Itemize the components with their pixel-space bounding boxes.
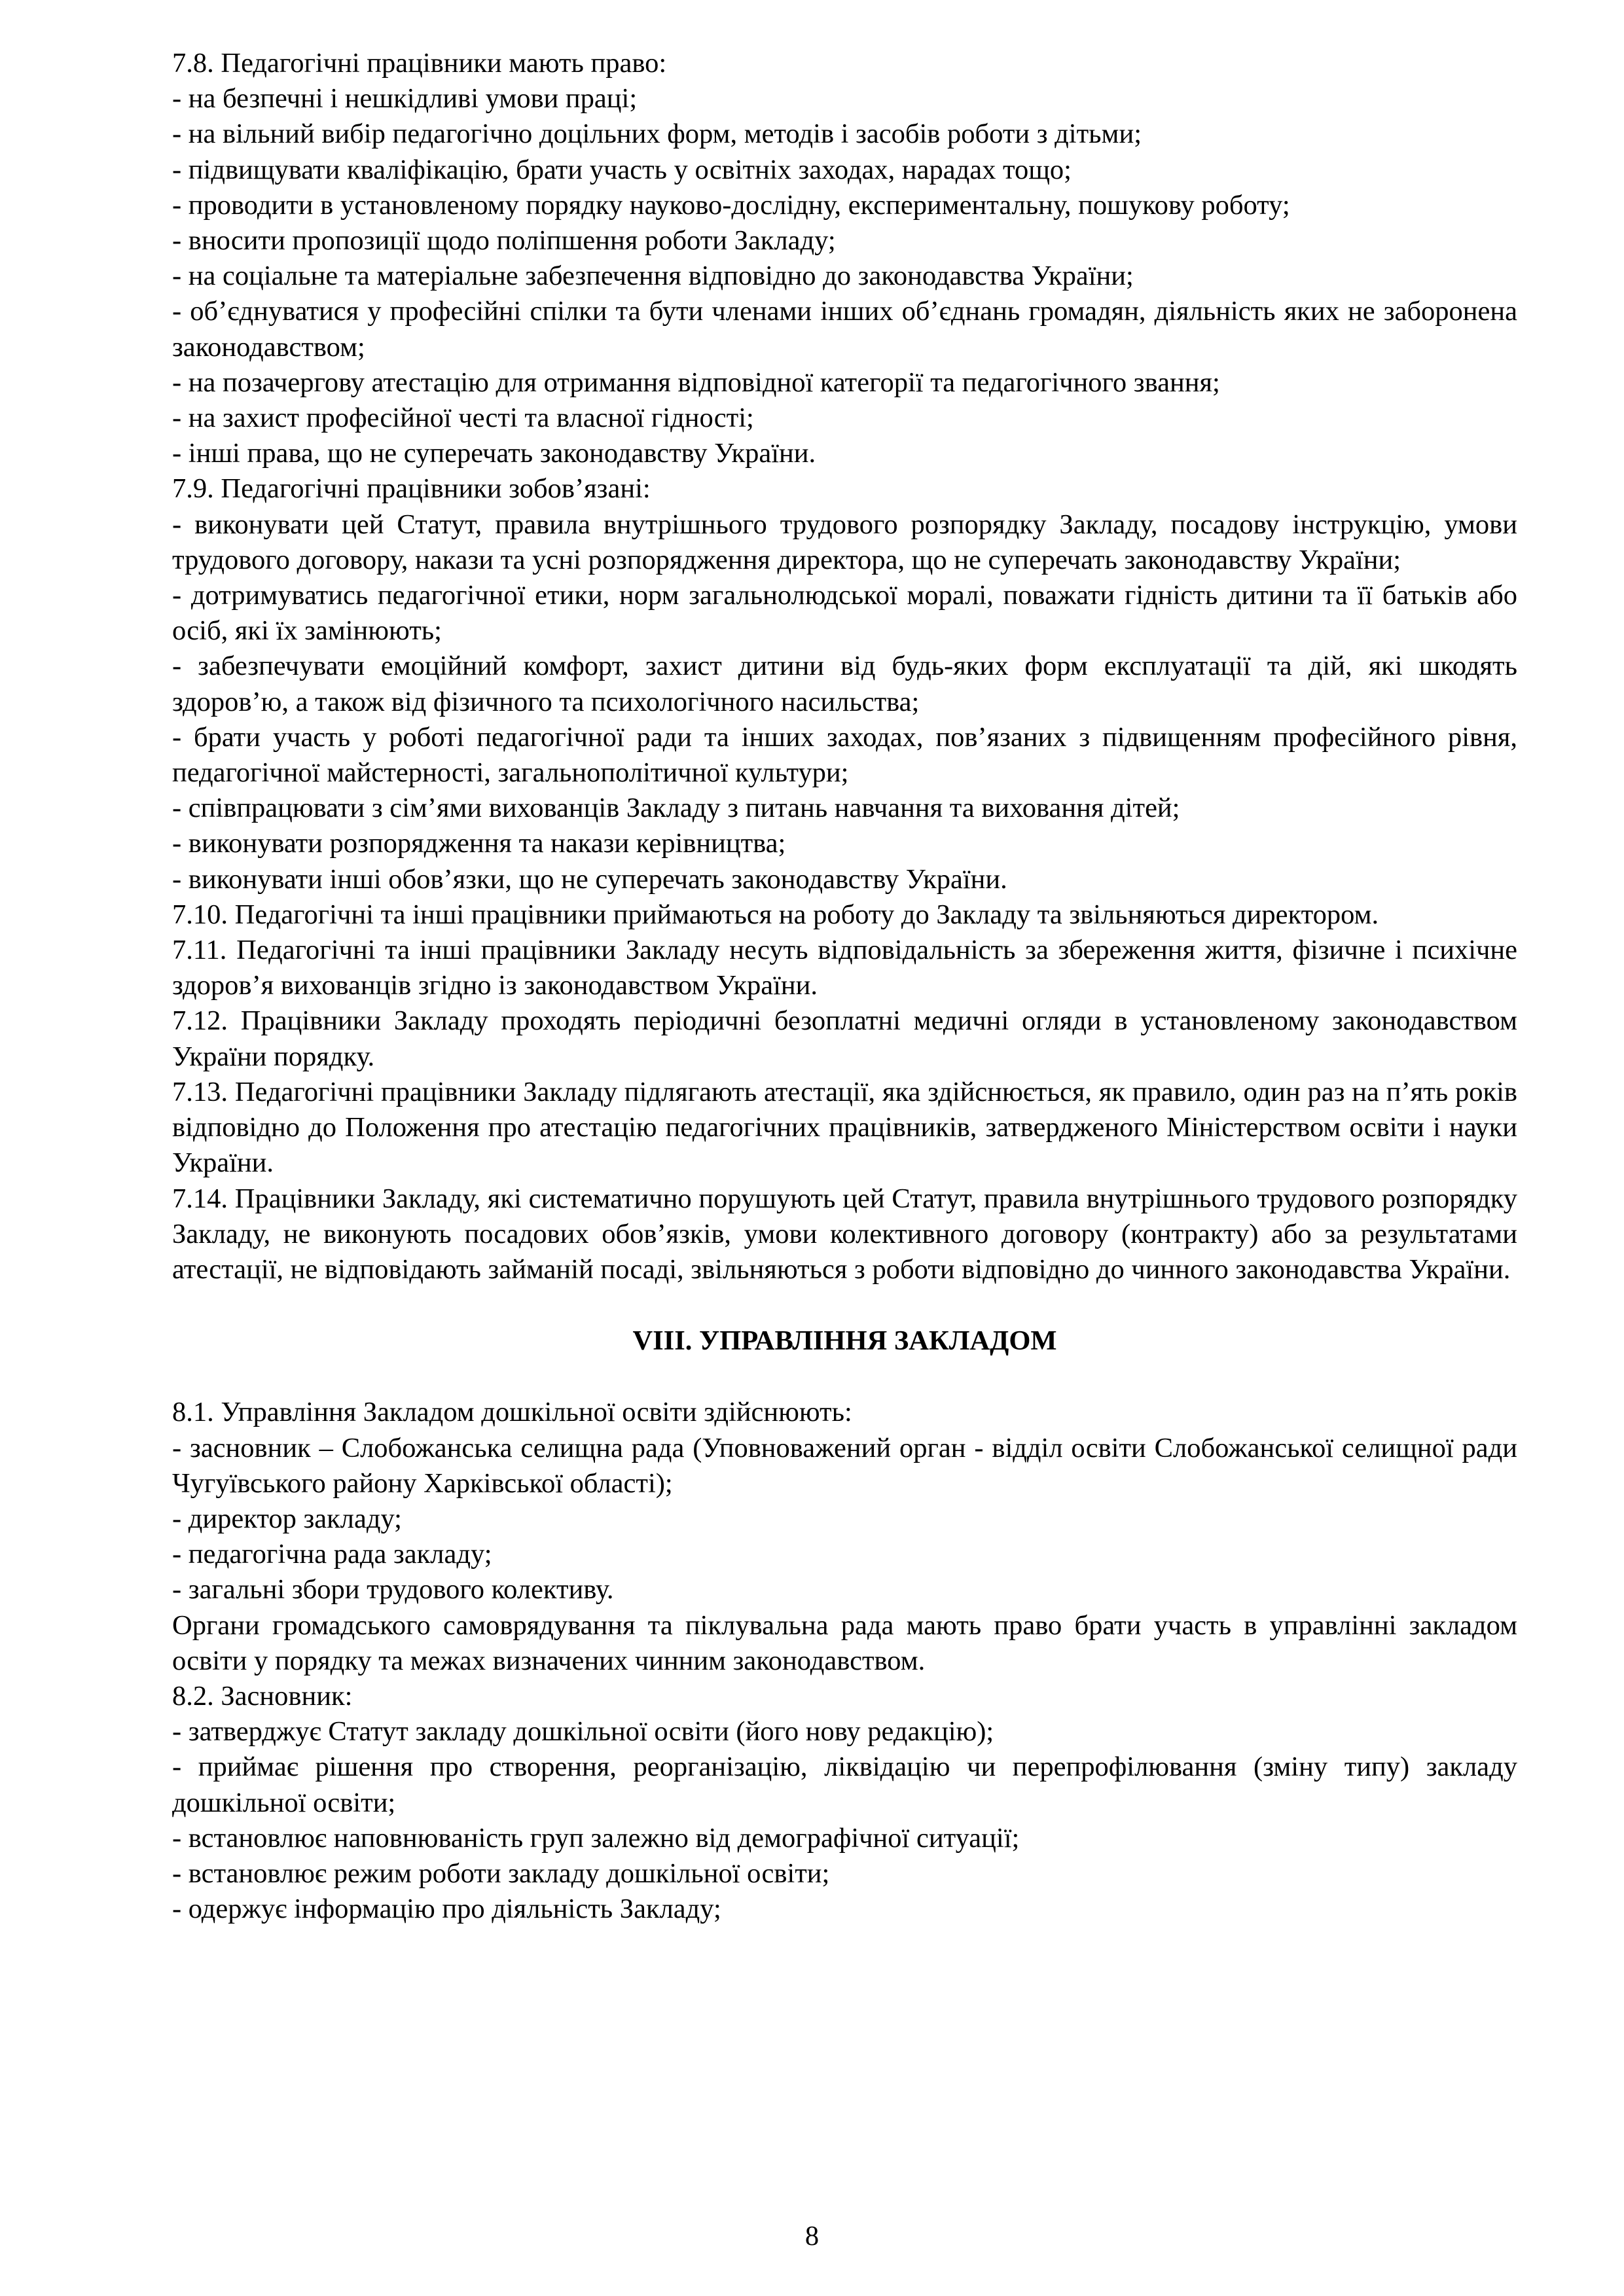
clause-7-9-item: - дотримуватись педагогічної етики, норм загальнолюдської моралі, поважати гідність дитини та її батьків або осіб, які їх замінюють;	[172, 580, 1517, 647]
clause-7-8-item: - на захист професійної честі та власної гідності;	[172, 403, 754, 434]
clause-8-1-title: 8.1. Управління Закладом дошкільної освіти здійснюють:	[172, 1397, 852, 1428]
clause-7-13: 7.13. Педагогічні працівники Закладу підлягають атестації, яка здійснюється, як правило, один раз на п’ять років відповідно до Положення про атестацію педагогічних працівників, затвердженого Міністерством освіти і науки України.	[172, 1076, 1517, 1179]
clause-8-2-item: - встановлює режим роботи закладу дошкільної освіти;	[172, 1857, 830, 1889]
clause-7-8-item: - об’єднуватися у професійні спілки та бути членами інших об’єднань громадян, діяльність яких не заборонена законодавством;	[172, 296, 1517, 363]
clause-7-8-title: 7.8. Педагогічні працівники мають право:	[172, 48, 667, 79]
clause-8-2-item: - затверджує Статут закладу дошкільної освіти (його нову редакцію);	[172, 1716, 994, 1748]
clause-7-8-item: - вносити пропозиції щодо поліпшення роботи Закладу;	[172, 225, 836, 257]
clause-7-8-item: - проводити в установленому порядку науково-дослідну, експериментальну, пошукову роботу;	[172, 189, 1290, 221]
clause-8-2-item: - одержує інформацію про діяльність Закладу;	[172, 1893, 721, 1925]
clause-8-1-item: - директор закладу;	[172, 1503, 402, 1534]
clause-7-8-item: - на вільний вибір педагогічно доцільних форм, методів і засобів роботи з дітьми;	[172, 118, 1142, 150]
clause-7-8-item: - на соціальне та матеріальне забезпечення відповідно до законодавства України;	[172, 260, 1134, 292]
clause-7-11: 7.11. Педагогічні та інші працівники Закладу несуть відповідальність за збереження життя, фізичне і психічне здоров’я вихованців згідно із законодавством України.	[172, 935, 1517, 1001]
clause-8-2-item: - приймає рішення про створення, реорганізацію, ліквідацію чи перепрофілювання (зміну типу) закладу дошкільної освіти;	[172, 1751, 1517, 1818]
clause-8-1-item: - педагогічна рада закладу;	[172, 1539, 492, 1570]
clause-7-12: 7.12. Працівники Закладу проходять періодичні безоплатні медичні огляди в установленому законодавством України порядку.	[172, 1005, 1517, 1072]
clause-7-14: 7.14. Працівники Закладу, які систематично порушують цей Статут, правила внутрішнього трудового розпорядку Закладу, не виконують посадових обов’язків, умови колективного договору (контракту) або за результатами атестації, не відповідають займаній посаді, звільняються з роботи відповідно до чинного законодавства України.	[172, 1183, 1517, 1285]
page-number: 8	[804, 2221, 820, 2251]
clause-7-9-item: - брати участь у роботі педагогічної ради та інших заходах, пов’язаних з підвищенням професійного рівня, педагогічної майстерності, загальнополітичної культури;	[172, 721, 1517, 789]
clause-7-8-item: - підвищувати кваліфікацію, брати участь у освітніх заходах, нарадах тощо;	[172, 154, 1072, 185]
clause-7-10: 7.10. Педагогічні та інші працівники приймаються на роботу до Закладу та звільняються директором.	[172, 899, 1379, 930]
clause-7-9-title: 7.9. Педагогічні працівники зобов’язані:	[172, 473, 651, 505]
clause-7-9-item: - співпрацювати з сім’ями вихованців Закладу з питань навчання та виховання дітей;	[172, 793, 1180, 824]
clause-7-8-item: - інші права, що не суперечать законодавству України.	[172, 438, 816, 469]
clause-8-2-item: - встановлює наповнюваність груп залежно від демографічної ситуації;	[172, 1822, 1020, 1854]
clause-7-9-item: - виконувати цей Статут, правила внутрішнього трудового розпорядку Закладу, посадову інструкцію, умови трудового договору, накази та усні розпорядження директора, що не суперечать законодавству України;	[172, 509, 1517, 575]
clause-8-1-item: - засновник – Слобожанська селищна рада (Уповноважений орган - відділ освіти Слобожанської селищної ради Чугуївського району Харківської області);	[172, 1432, 1517, 1499]
clause-7-9-item: - виконувати інші обов’язки, що не суперечать законодавству України.	[172, 863, 1007, 895]
clause-8-2-title: 8.2. Засновник:	[172, 1680, 353, 1712]
clause-7-9-item: - забезпечувати емоційний комфорт, захист дитини від будь-яких форм експлуатації та дій, які шкодять здоров’ю, а також від фізичного та психологічного насильства;	[172, 651, 1517, 717]
section-8-heading: VIII. УПРАВЛІННЯ ЗАКЛАДОМ	[632, 1325, 1057, 1357]
clause-7-9-item: - виконувати розпорядження та накази керівництва;	[172, 828, 786, 859]
clause-7-8-item: - на позачергову атестацію для отримання відповідної категорії та педагогічного звання;	[172, 367, 1220, 398]
clause-7-8-item: - на безпечні і нешкідливі умови праці;	[172, 83, 638, 115]
document-page	[172, 46, 1517, 1927]
clause-8-1-item: - загальні збори трудового колективу.	[172, 1574, 614, 1605]
clause-8-1-note: Органи громадського самоврядування та піклувальна рада мають право брати участь в управлінні закладом освіти у порядку та межах визначених чинним законодавством.	[172, 1609, 1517, 1676]
